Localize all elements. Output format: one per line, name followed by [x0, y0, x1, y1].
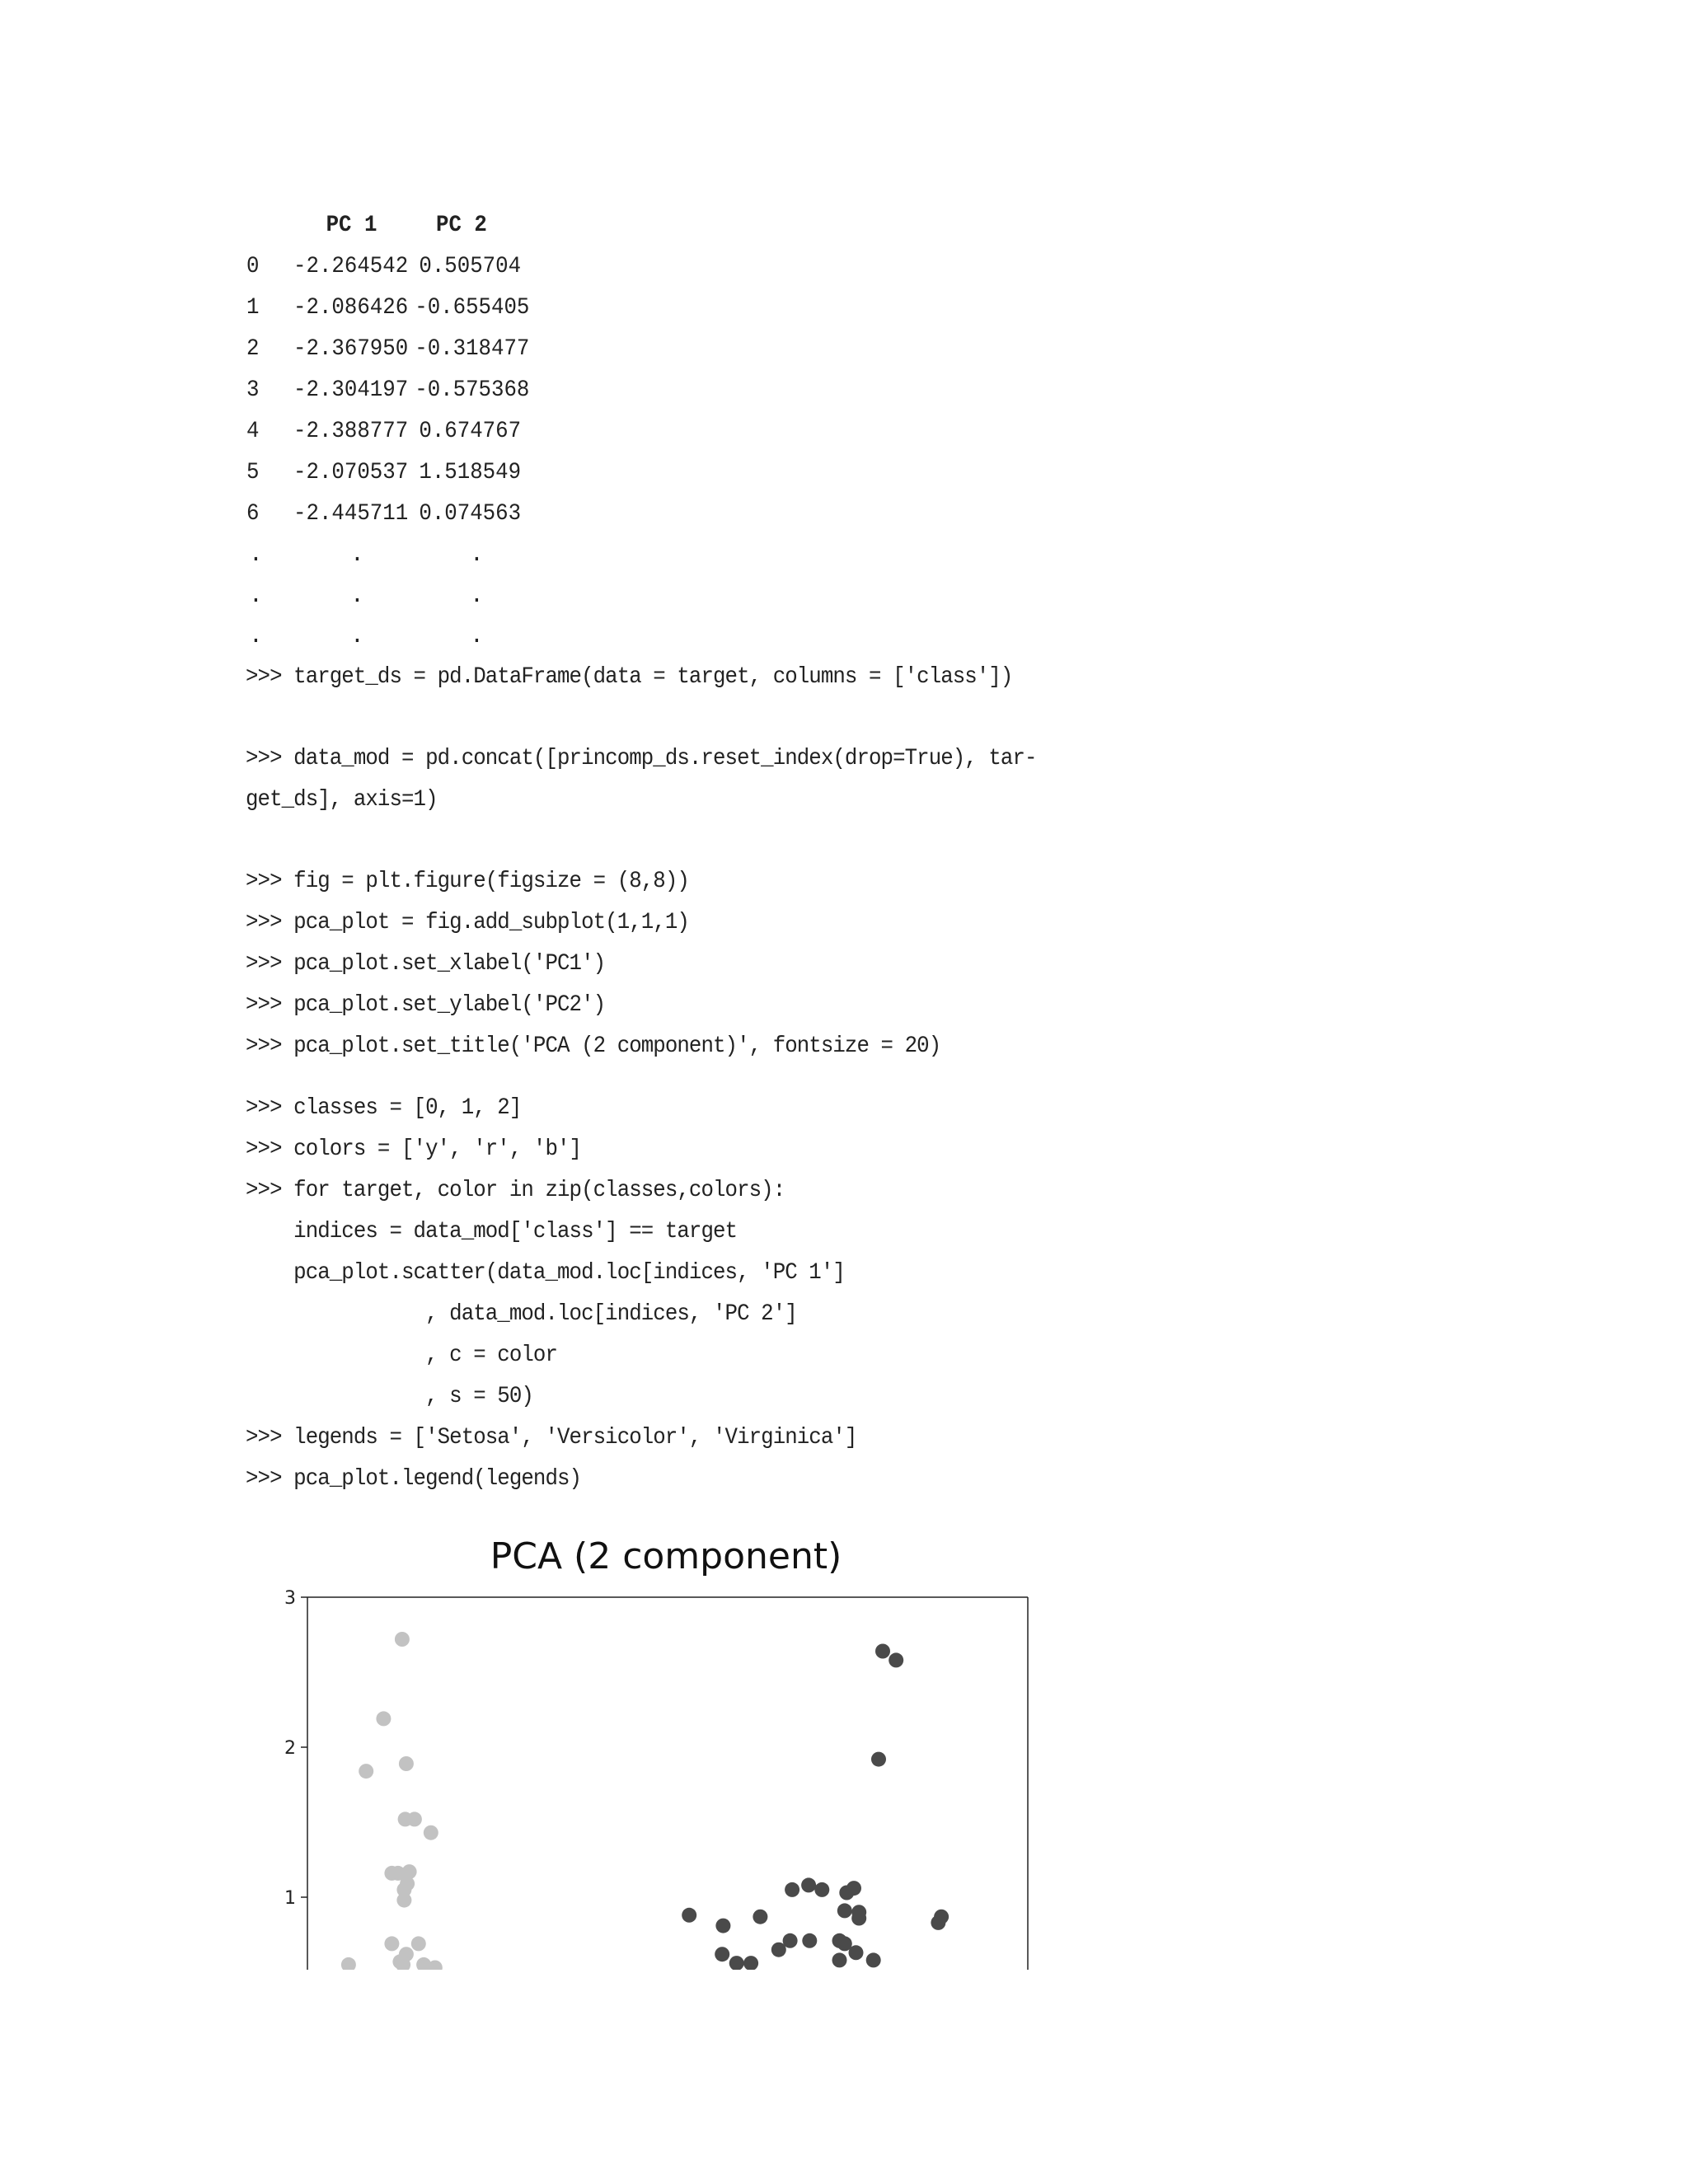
scatter-point: [399, 1756, 414, 1771]
code-line-scatter-color: , c = color: [246, 1343, 558, 1368]
code-line-data-mod: >>> data_mod = pd.concat([princomp_ds.reset_index(drop=True), tar-: [246, 746, 1037, 771]
scatter-point: [376, 1711, 391, 1726]
scatter-point: [396, 1893, 411, 1908]
scatter-point: [814, 1882, 829, 1897]
cell-pc2: 1.518549: [419, 460, 522, 485]
scatter-point: [846, 1881, 861, 1896]
code-line-scatter-size: , s = 50): [246, 1384, 533, 1409]
cell-pc2: 0.674767: [419, 419, 522, 444]
scatter-point: [785, 1882, 799, 1897]
scatter-point: [931, 1915, 945, 1930]
row-index: 6: [246, 501, 260, 527]
y-tick-label: 1: [284, 1888, 296, 1909]
ellipsis: .: [470, 624, 484, 649]
cell-pc1: -2.445711: [293, 501, 409, 527]
cell-pc1: -2.086426: [293, 295, 409, 321]
scatter-point: [866, 1952, 881, 1967]
scatter-point: [851, 1911, 866, 1926]
scatter-point: [743, 1956, 758, 1970]
code-line-target-ds: >>> target_ds = pd.DataFrame(data = target, columns = ['class']): [246, 664, 1013, 690]
cell-pc1: -2.367950: [293, 336, 409, 362]
ellipsis: .: [249, 624, 263, 649]
row-index: 4: [246, 419, 260, 444]
code-line-xlabel: >>> pca_plot.set_xlabel('PC1'): [246, 951, 606, 977]
code-line-scatter: pca_plot.scatter(data_mod.loc[indices, 'PC 1']: [246, 1260, 845, 1286]
y-tick-label: 2: [284, 1738, 296, 1759]
scatter-point: [771, 1943, 786, 1957]
row-index: 0: [246, 254, 260, 279]
ellipsis: .: [350, 542, 364, 568]
code-line-legends: >>> legends = ['Setosa', 'Versicolor', 'Virginica']: [246, 1425, 857, 1451]
scatter-point: [682, 1908, 696, 1923]
ellipsis: .: [470, 542, 484, 568]
pca-scatter-chart: [262, 1529, 1042, 1970]
scatter-point: [407, 1811, 422, 1826]
ellipsis: .: [470, 583, 484, 609]
scatter-point: [875, 1644, 890, 1659]
scatter-point: [715, 1919, 730, 1933]
code-line-add-subplot: >>> pca_plot = fig.add_subplot(1,1,1): [246, 910, 689, 935]
column-header-pc2: PC 2: [436, 213, 487, 238]
cell-pc2: 0.074563: [419, 501, 522, 527]
scatter-point: [395, 1632, 410, 1647]
code-line-for: >>> for target, color in zip(classes,colors):: [246, 1178, 785, 1203]
ellipsis: .: [350, 583, 364, 609]
cell-pc2: -0.655405: [415, 295, 530, 321]
scatter-point: [832, 1952, 847, 1967]
code-line-scatter-y: , data_mod.loc[indices, 'PC 2']: [246, 1301, 797, 1327]
cell-pc2: 0.505704: [419, 254, 522, 279]
code-line-indices: indices = data_mod['class'] == target: [246, 1219, 738, 1244]
ellipsis: .: [249, 583, 263, 609]
ellipsis: .: [350, 624, 364, 649]
pca-figure: [262, 1529, 1042, 1970]
chart-title: PCA (2 component): [490, 1535, 842, 1577]
scatter-point: [384, 1936, 399, 1951]
column-header-pc1: PC 1: [326, 213, 377, 238]
cell-pc1: -2.070537: [293, 460, 409, 485]
scatter-point: [424, 1825, 438, 1840]
row-index: 3: [246, 377, 260, 403]
row-index: 1: [246, 295, 260, 321]
code-line-legend-call: >>> pca_plot.legend(legends): [246, 1466, 582, 1492]
scatter-points: [341, 1632, 949, 1970]
row-index: 5: [246, 460, 260, 485]
cell-pc1: -2.388777: [293, 419, 409, 444]
scatter-point: [801, 1877, 816, 1892]
row-index: 2: [246, 336, 260, 362]
cell-pc2: -0.318477: [415, 336, 530, 362]
scatter-point: [359, 1764, 373, 1779]
cell-pc2: -0.575368: [415, 377, 530, 403]
code-line-ylabel: >>> pca_plot.set_ylabel('PC2'): [246, 992, 606, 1018]
code-line-data-mod-cont: get_ds], axis=1): [246, 787, 438, 813]
y-tick-label: 3: [284, 1588, 296, 1609]
cell-pc1: -2.264542: [293, 254, 409, 279]
ellipsis: .: [249, 542, 263, 568]
code-line-colors: >>> colors = ['y', 'r', 'b']: [246, 1137, 582, 1162]
scatter-point: [802, 1933, 817, 1948]
scatter-point: [411, 1936, 426, 1951]
scatter-point: [753, 1910, 767, 1924]
code-line-fig: >>> fig = plt.figure(figsize = (8,8)): [246, 869, 689, 894]
scatter-point: [849, 1945, 864, 1960]
y-axis-ticks: [284, 1588, 307, 1909]
scatter-point: [889, 1652, 903, 1667]
scatter-point: [729, 1956, 744, 1970]
cell-pc1: -2.304197: [293, 377, 409, 403]
scatter-point: [837, 1903, 852, 1918]
code-line-classes: >>> classes = [0, 1, 2]: [246, 1095, 522, 1121]
scatter-point: [871, 1752, 886, 1767]
code-line-title: >>> pca_plot.set_title('PCA (2 component)', fontsize = 20): [246, 1033, 941, 1059]
scatter-point: [715, 1947, 729, 1961]
scatter-point: [341, 1957, 356, 1970]
